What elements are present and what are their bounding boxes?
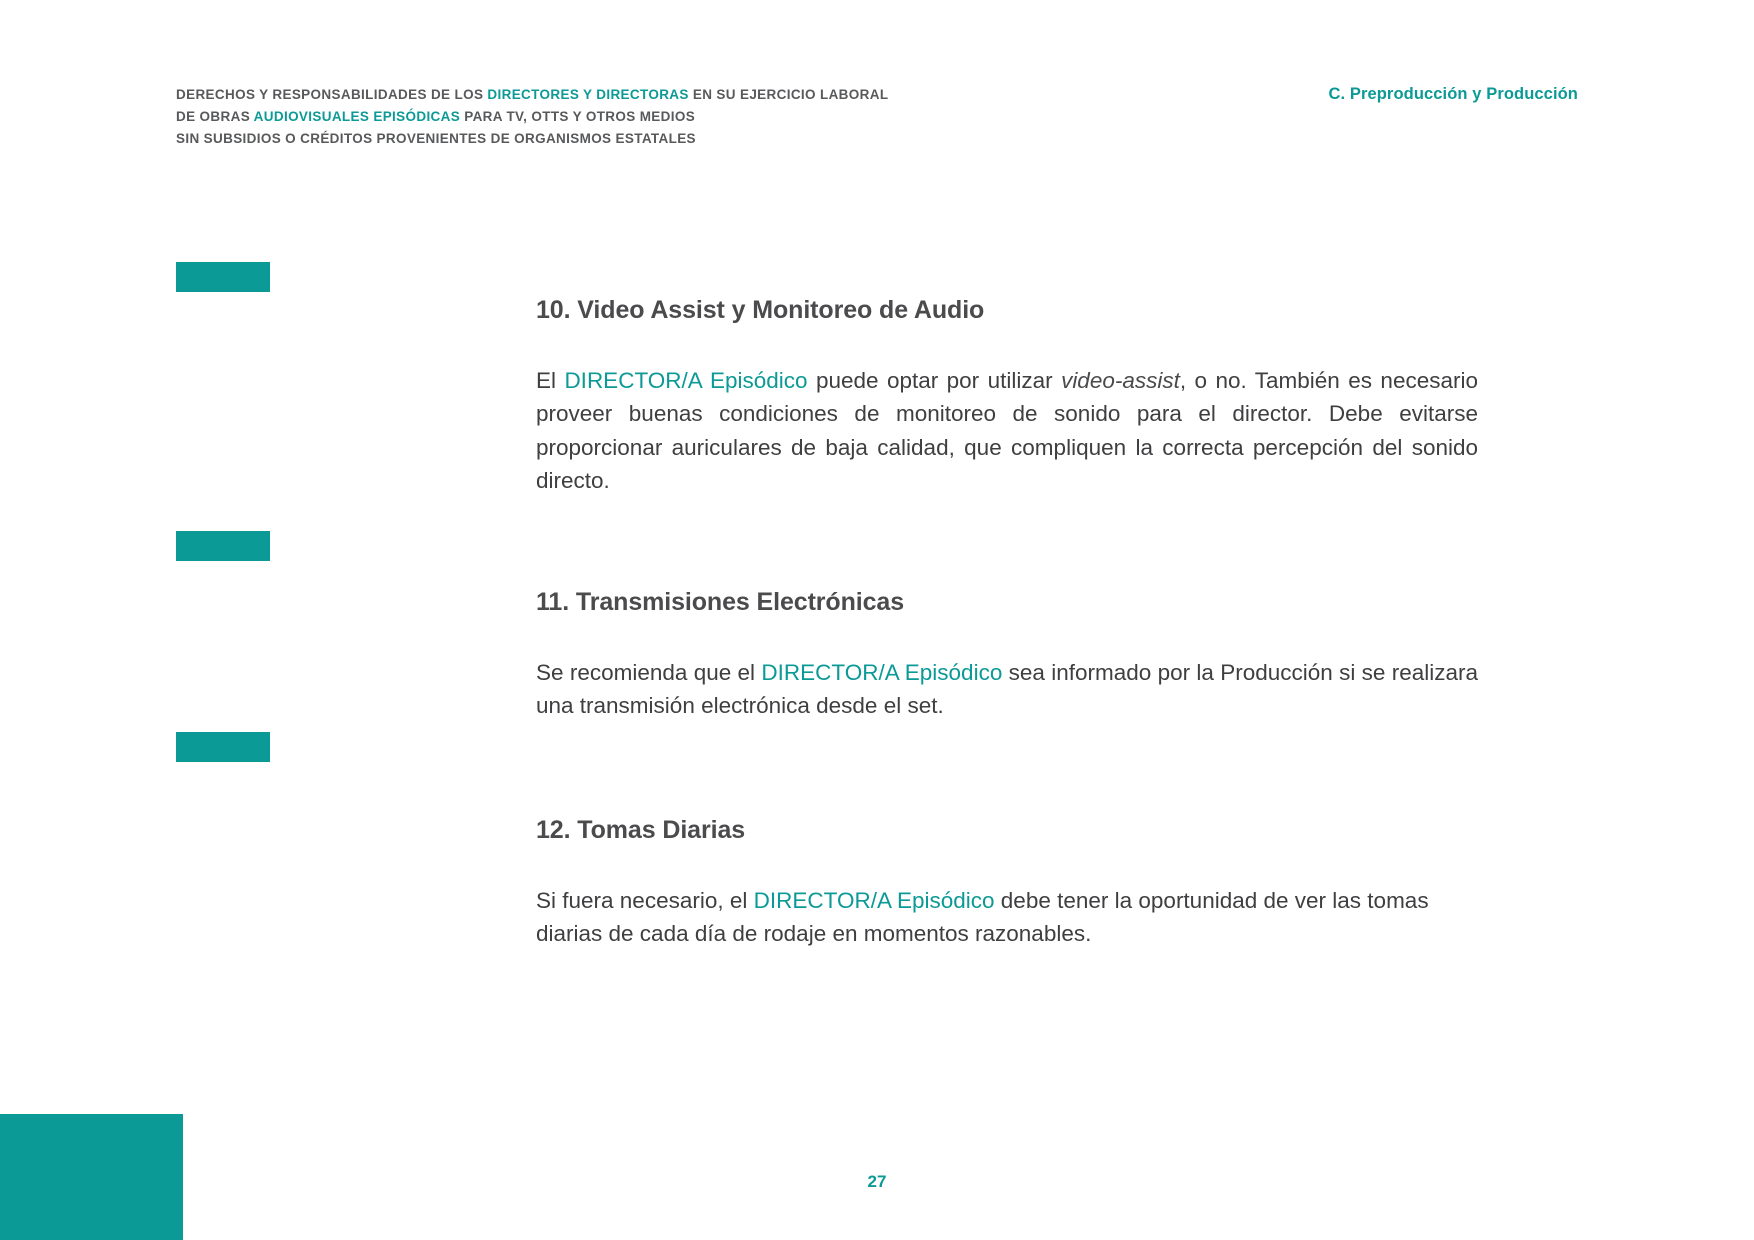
header-line-1-pre: DERECHOS Y RESPONSABILIDADES DE LOS (176, 87, 488, 102)
section-11 (536, 587, 1478, 723)
header-line-2-post: PARA TV, OTTS Y OTROS MEDIOS (460, 108, 696, 124)
section-10-body-part2: puede optar por utilizar (807, 368, 1062, 393)
section-10-body (536, 364, 1478, 497)
page-number: 27 (867, 1172, 887, 1191)
section-11-body (536, 656, 1478, 723)
header-line-1 (176, 84, 888, 106)
section-12-body-highlight: DIRECTOR/A Episódico (753, 887, 995, 913)
section-marker-11 (176, 531, 270, 561)
section-10-body-part1: El (536, 368, 565, 393)
header-line-1-post: EN SU EJERCICIO LABORAL (688, 87, 889, 102)
section-10-title: 10. Video Assist y Monitoreo de Audio (536, 296, 985, 324)
section-12-body-part2: debe tener la oportunidad de ver las tomas diarias de cada día de rodaje en momentos razonables. (536, 887, 1429, 947)
header-line-1-highlight: DIRECTORES Y DIRECTORAS (487, 87, 689, 102)
section-10-body-part3: , o no. También es necesario proveer buenas condiciones de monitoreo de sonido para el director. Debe evitarse proporcionar auriculares de baja calidad, que compliquen la correcta percepción del sonido directo. (536, 368, 1478, 493)
spacer-10-11 (536, 497, 1478, 587)
header-line-2-highlight: AUDIOVISUALES EPISÓDICAS (253, 108, 461, 124)
section-12-title: 12. Tomas Diarias (536, 815, 746, 844)
section-12-body-part1: Si fuera necesario, el (536, 887, 754, 913)
page-header (176, 84, 1578, 150)
section-11-title: 11. Transmisiones Electrónicas (536, 588, 905, 617)
section-11-body-highlight: DIRECTOR/A Episódico (761, 660, 1003, 686)
section-11-body-part2: sea informado por la Producción si se realizara una transmisión electrónica desde el set. (536, 660, 1478, 719)
header-title-block (176, 84, 888, 150)
page-content (536, 295, 1478, 950)
section-10-body-italic: video-assist (1061, 368, 1180, 393)
header-line-2-pre: DE OBRAS (176, 108, 254, 124)
header-line-3: SIN SUBSIDIOS O CRÉDITOS PROVENIENTES DE ORGANISMOS ESTATALES (176, 130, 696, 146)
section-10 (536, 295, 1478, 497)
section-12 (536, 815, 1478, 951)
section-11-body-part1: Se recomienda que el (536, 660, 762, 686)
spacer-11-12 (536, 723, 1478, 815)
header-section-label: C. Preproducción y Producción (1328, 85, 1578, 103)
section-marker-10 (176, 262, 270, 292)
section-12-body (536, 884, 1478, 951)
section-10-body-highlight: DIRECTOR/A Episódico (564, 368, 808, 393)
header-line-2 (176, 106, 888, 128)
section-marker-12 (176, 732, 270, 762)
